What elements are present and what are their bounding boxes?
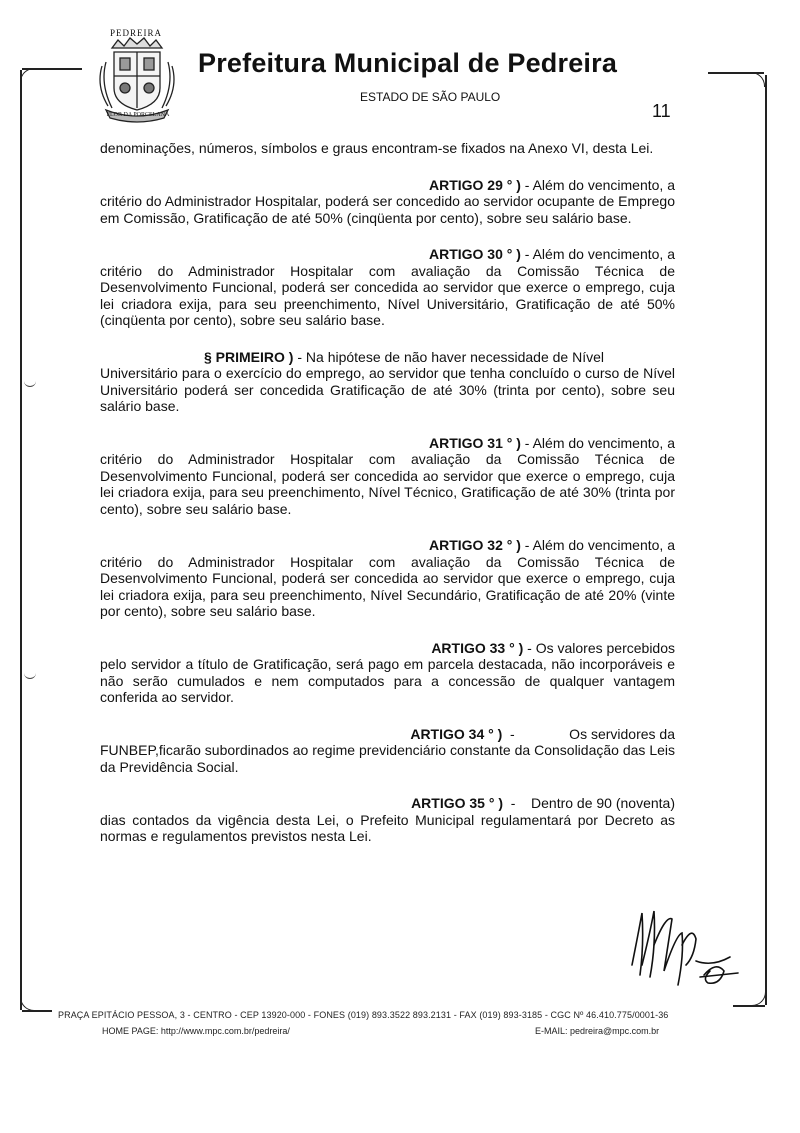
article-lead-text: - Os servidores da <box>502 725 675 742</box>
article-label: ARTIGO 35 ° ) <box>411 795 504 811</box>
page-number: 11 <box>652 101 671 121</box>
crest-motto-bottom: FLOR DA PORCELANA <box>106 112 170 118</box>
page-frame-right <box>765 75 767 1005</box>
article-30 <box>100 246 675 329</box>
margin-fold-mark <box>24 672 36 679</box>
article-lead-text: - Além do vencimento, a <box>520 246 675 262</box>
article-35 <box>100 795 675 845</box>
article-text: critério do Administrador Hospitalar com avaliação da Comissão Técnica de Desenvolvimento Funcional, poderá ser concedida ao servidor que exerce o emprego, cuja lei criadora exija, para seu preenchimento, Nível Universitário, Gratificação de até 50% (cinqüenta por cento), sobre seu salário base. <box>100 262 675 328</box>
article-label: ARTIGO 32 ° ) <box>428 537 521 553</box>
article-lead <box>100 795 675 812</box>
crest-motto-top: PEDREIRA <box>109 28 162 38</box>
article-lead-text: - Além do vencimento, a <box>520 176 675 193</box>
article-34 <box>100 726 675 776</box>
article-lead <box>100 246 675 263</box>
frame-corner <box>20 68 35 83</box>
article-label: ARTIGO 34 ° ) <box>410 725 503 742</box>
article-text: critério do Administrador Hospitalar com avaliação da Comissão Técnica de Desenvolvimento Funcional, poderá ser concedida ao servidor que exerce o emprego, cuja lei criadora exija, para seu preenchimento, Nível Secundário, Gratificação de até 20% (vinte por cento), sobre seu salário base. <box>100 553 675 619</box>
article-label: ARTIGO 30 ° ) <box>428 246 521 262</box>
paragraph-continuation: denominações, números, símbolos e graus encontram-se fixados na Anexo VI, desta Lei. <box>100 140 654 156</box>
article-lead-text: - Além do vencimento, a <box>520 537 675 553</box>
state-subtitle: ESTADO DE SÃO PAULO <box>360 90 501 104</box>
footer-address: PRAÇA EPITÁCIO PESSOA, 3 - CENTRO - CEP 13920-000 - FONES (019) 893.3522 893.2131 - FAX (019) 893-3185 - CGC Nº 46.410.775/0001-36 <box>58 1010 669 1020</box>
section-primeiro <box>100 349 675 415</box>
article-lead <box>100 177 675 194</box>
margin-fold-mark <box>24 380 36 387</box>
article-lead-text: - Além do vencimento, a <box>520 434 675 451</box>
article-text: dias contados da vigência desta Lei, o Prefeito Municipal regulamentará por Decreto as normas e regulamentos previstos nesta Lei. <box>100 811 675 844</box>
section-lead <box>100 349 675 366</box>
page-frame-left <box>20 70 22 1010</box>
article-label: ARTIGO 29 ° ) <box>428 176 521 193</box>
article-text: pelo servidor a título de Gratificação, será pago em parcela destacada, não incorporáveis e não serão cumulados e nem computados para a concessão de qualquer vantagem conferida ao servidor. <box>100 656 675 705</box>
section-text: Universitário para o exercício do emprego, ao servidor que tenha concluído o curso de Nível Universitário poderá ser concedida Gratificação de até 30% (trinta por cento), sobre seu salário base. <box>100 365 675 414</box>
article-lead <box>100 537 675 554</box>
article-label: ARTIGO 31 ° ) <box>428 434 521 451</box>
article-lead <box>100 640 675 657</box>
article-31 <box>100 435 675 518</box>
article-text: critério do Administrador Hospitalar com avaliação da Comissão Técnica de Desenvolvimento Funcional, poderá ser concedida ao servidor que exerce o emprego, cuja lei criadora exija, para seu preenchimento, Nível Técnico, Gratificação de até 30% (trinta por cento), sobre seu salário base. <box>100 451 675 517</box>
article-33 <box>100 640 675 706</box>
document-body <box>100 140 675 865</box>
footer-homepage-link[interactable]: HOME PAGE: http://www.mpc.com.br/pedreira/ <box>102 1026 290 1036</box>
article-29 <box>100 177 675 227</box>
coat-of-arms-icon <box>92 26 182 126</box>
frame-corner <box>20 996 35 1011</box>
article-lead <box>100 435 675 452</box>
section-lead-text: - Na hipótese de não haver necessidade de Nível <box>293 348 604 365</box>
article-text: critério do Administrador Hospitalar, poderá ser concedido ao servidor ocupante de Emprego em Comissão, Gratificação de até 50% (cinqüenta por cento), sobre seu salário base. <box>100 193 675 226</box>
handwritten-signature <box>620 905 750 1000</box>
page-title: Prefeitura Municipal de Pedreira <box>198 48 618 78</box>
article-lead <box>100 726 675 743</box>
footer-rule-left <box>22 1010 52 1012</box>
footer-email-link[interactable]: E-MAIL: pedreira@mpc.com.br <box>535 1026 660 1036</box>
article-lead-text: - Dentro de 90 (noventa) <box>503 795 675 811</box>
article-text: FUNBEP,ficarão subordinados ao regime previdenciário constante da Consolidação das Leis da Previdência Social. <box>100 742 675 775</box>
section-label: § PRIMEIRO ) <box>204 348 294 365</box>
article-label: ARTIGO 33 ° ) <box>431 639 524 656</box>
footer-rule-right <box>733 1005 765 1007</box>
frame-corner <box>751 991 766 1006</box>
article-32 <box>100 537 675 620</box>
article-lead-text: - Os valores percebidos <box>523 639 675 656</box>
frame-corner <box>750 72 765 87</box>
